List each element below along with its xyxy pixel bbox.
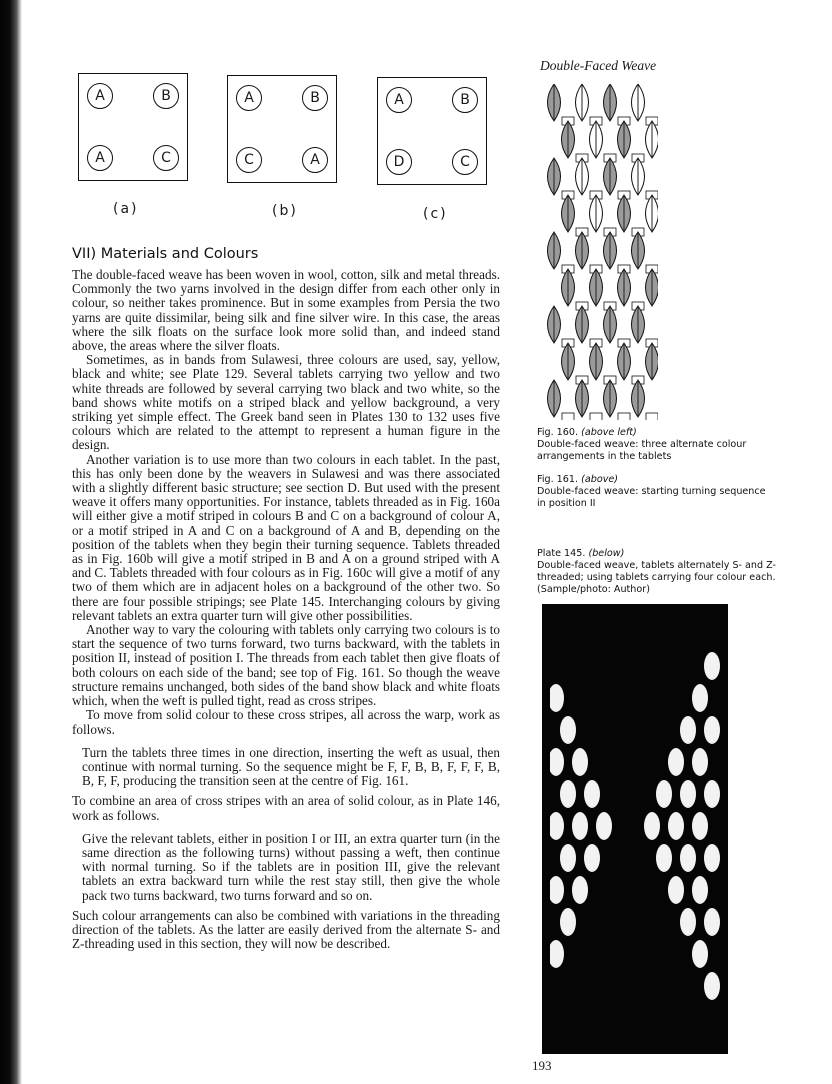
white-float <box>704 716 720 744</box>
caption-number: Fig. 161. <box>537 474 579 485</box>
caption-number: Plate 145. <box>537 548 586 559</box>
caption-position: (below) <box>588 548 625 559</box>
caption-position: (above left) <box>581 427 637 438</box>
white-float <box>584 780 600 808</box>
band-edge-left <box>542 604 550 1054</box>
running-head: Double-Faced Weave <box>540 58 657 73</box>
caption-text: Double-faced weave: three alternate colour arrangements in the tablets <box>537 439 747 462</box>
caption-plate-145 <box>537 548 777 596</box>
hole-label: A <box>87 83 113 109</box>
weft-crossing <box>562 413 574 420</box>
white-float <box>668 812 684 840</box>
white-float <box>584 844 600 872</box>
white-float <box>548 876 564 904</box>
white-float <box>644 812 660 840</box>
hole-label: B <box>452 87 478 113</box>
white-float <box>668 876 684 904</box>
caption-number: Fig. 160. <box>537 427 579 438</box>
figure-161-weave-drawing <box>544 84 658 420</box>
white-float <box>548 684 564 712</box>
paragraph: The double-faced weave has been woven in wool, cotton, silk and metal threads. Commonly the two yarns involved in the design differ from each other only in colour, so neither takes prominence. But in some examples from Persia the two yarns are quite dissimilar, being silk and fine silver wire. In this case, the areas where the silk floats on the surface look more solid than, and indeed stand above, the areas where the silver floats. <box>72 267 500 354</box>
hole-label: A <box>236 85 262 111</box>
white-float <box>668 748 684 776</box>
caption-text: Double-faced weave, tablets alternately S- and Z-threaded; using tablets carrying four colour each. (Sample/photo: Author) <box>537 560 777 595</box>
tablet-diagram-c <box>377 77 487 185</box>
white-float <box>560 780 576 808</box>
white-float <box>692 684 708 712</box>
diagram-label-a: (a) <box>113 201 139 217</box>
caption-fig-160 <box>537 427 777 463</box>
hole-label: A <box>302 147 328 173</box>
hole-label: A <box>386 87 412 113</box>
hole-label: B <box>302 85 328 111</box>
white-float <box>560 716 576 744</box>
white-float <box>548 812 564 840</box>
caption-fig-161 <box>537 474 777 510</box>
white-float <box>596 812 612 840</box>
paragraph: Another way to vary the colouring with tablets only carrying two colours is to start the sequence of two turns forward, two turns backward, with the tablets in position II, instead of position I. The threads from each tablet then give floats of both colours on each side of the band; see top of Fig. 161. So though the weave structure remains unchanged, both sides of the band show black and white floats which, when the weft is pulled tight, read as cross stripes. <box>72 622 500 709</box>
white-float <box>692 748 708 776</box>
white-float <box>704 652 720 680</box>
page-number: 193 <box>532 1058 552 1073</box>
white-float <box>656 780 672 808</box>
white-float <box>704 844 720 872</box>
tablet-diagram-b <box>227 75 337 183</box>
diagram-label-c: (c) <box>423 206 448 222</box>
weft-crossing <box>646 413 658 420</box>
white-float <box>680 780 696 808</box>
hole-label: C <box>236 147 262 173</box>
white-float <box>680 844 696 872</box>
hole-label: A <box>87 145 113 171</box>
paragraph: To move from solid colour to these cross stripes, all across the warp, work as follows. <box>72 707 500 737</box>
hole-label: D <box>386 149 412 175</box>
hole-label: C <box>452 149 478 175</box>
white-float <box>656 844 672 872</box>
paragraph: Such colour arrangements can also be combined with variations in the threading direction of the tablets. As the latter are easily derived from the alternate S- and Z-threading used in this section, they will now be described. <box>72 907 500 952</box>
white-float <box>704 908 720 936</box>
white-float <box>704 780 720 808</box>
body-text <box>72 268 500 951</box>
white-float <box>680 716 696 744</box>
white-float <box>692 940 708 968</box>
white-float <box>572 748 588 776</box>
white-float <box>548 940 564 968</box>
caption-position: (above) <box>581 474 619 485</box>
band-edge-right <box>720 604 728 1054</box>
white-float <box>560 844 576 872</box>
paragraph: To combine an area of cross stripes with an area of solid colour, as in Plate 146, work as follows. <box>72 793 500 823</box>
white-float <box>548 748 564 776</box>
white-float <box>704 972 720 1000</box>
instruction-block: Give the relevant tablets, either in position I or III, an extra quarter turn (in the same direction as the following turns) without passing a weft, then continue with normal turning. So if the tablets are in position III, give the relevant tablets an extra backward turn while the rest stay still, then give the whole pack two turns backward, two turns forward and so on. <box>82 830 500 903</box>
paragraph: Sometimes, as in bands from Sulawesi, three colours are used, say, yellow, black and white; see Plate 129. Several tablets carrying two yellow and two white threads are followed by several carrying two black and two white, so the band shows white motifs on a striped black and yellow background, a very striking yet simple effect. The Greek band seen in Plates 130 to 132 uses five colours which are related to the attempt to represent a human figure in the design. <box>72 352 500 453</box>
instruction-block: Turn the tablets three times in one direction, inserting the weft as usual, then continue with normal turning. So the sequence might be F, F, B, B, F, F, F, B, B, F, F, producing the transition seen at the centre of Fig. 161. <box>82 744 500 789</box>
weft-crossing <box>590 413 602 420</box>
white-float <box>692 876 708 904</box>
paragraph: Another variation is to use more than two colours in each tablet. In the past, this has only been done by the weavers in Sulawesi and was there associated with a slightly different basic structure; see section D. But used with the present weave it offers many opportunities. For instance, tablets threaded as in Fig. 160a will either give a motif striped in colours B and C on a background of colour A, or a motif striped in A and C on a background of A and B, depending on the position of the tablets when they begin their turning sequence. Tablets threaded as in Fig. 160b will give a motif striped in B and A on a ground striped with A and C. Tablets threaded with four colours as in Fig. 160c will give a motif of any two of them which are in adjacent holes on a background of the other two. So there are four possible stripings; see Plate 145. Interchanging colours by giving relevant tablets an extra quarter turn will give other possibilities. <box>72 451 500 623</box>
book-spine-shadow <box>0 0 22 1084</box>
plate-145-photo <box>542 604 728 1054</box>
white-float <box>680 908 696 936</box>
white-float <box>692 812 708 840</box>
caption-text: Double-faced weave: starting turning sequence in position II <box>537 486 766 509</box>
section-heading: VII) Materials and Colours <box>72 246 259 262</box>
hole-label: B <box>153 83 179 109</box>
white-float <box>572 812 588 840</box>
weft-crossing <box>618 413 630 420</box>
white-float <box>560 908 576 936</box>
tablet-diagram-a <box>78 73 188 181</box>
hole-label: C <box>153 145 179 171</box>
white-float <box>572 876 588 904</box>
diagram-label-b: (b) <box>272 203 298 219</box>
